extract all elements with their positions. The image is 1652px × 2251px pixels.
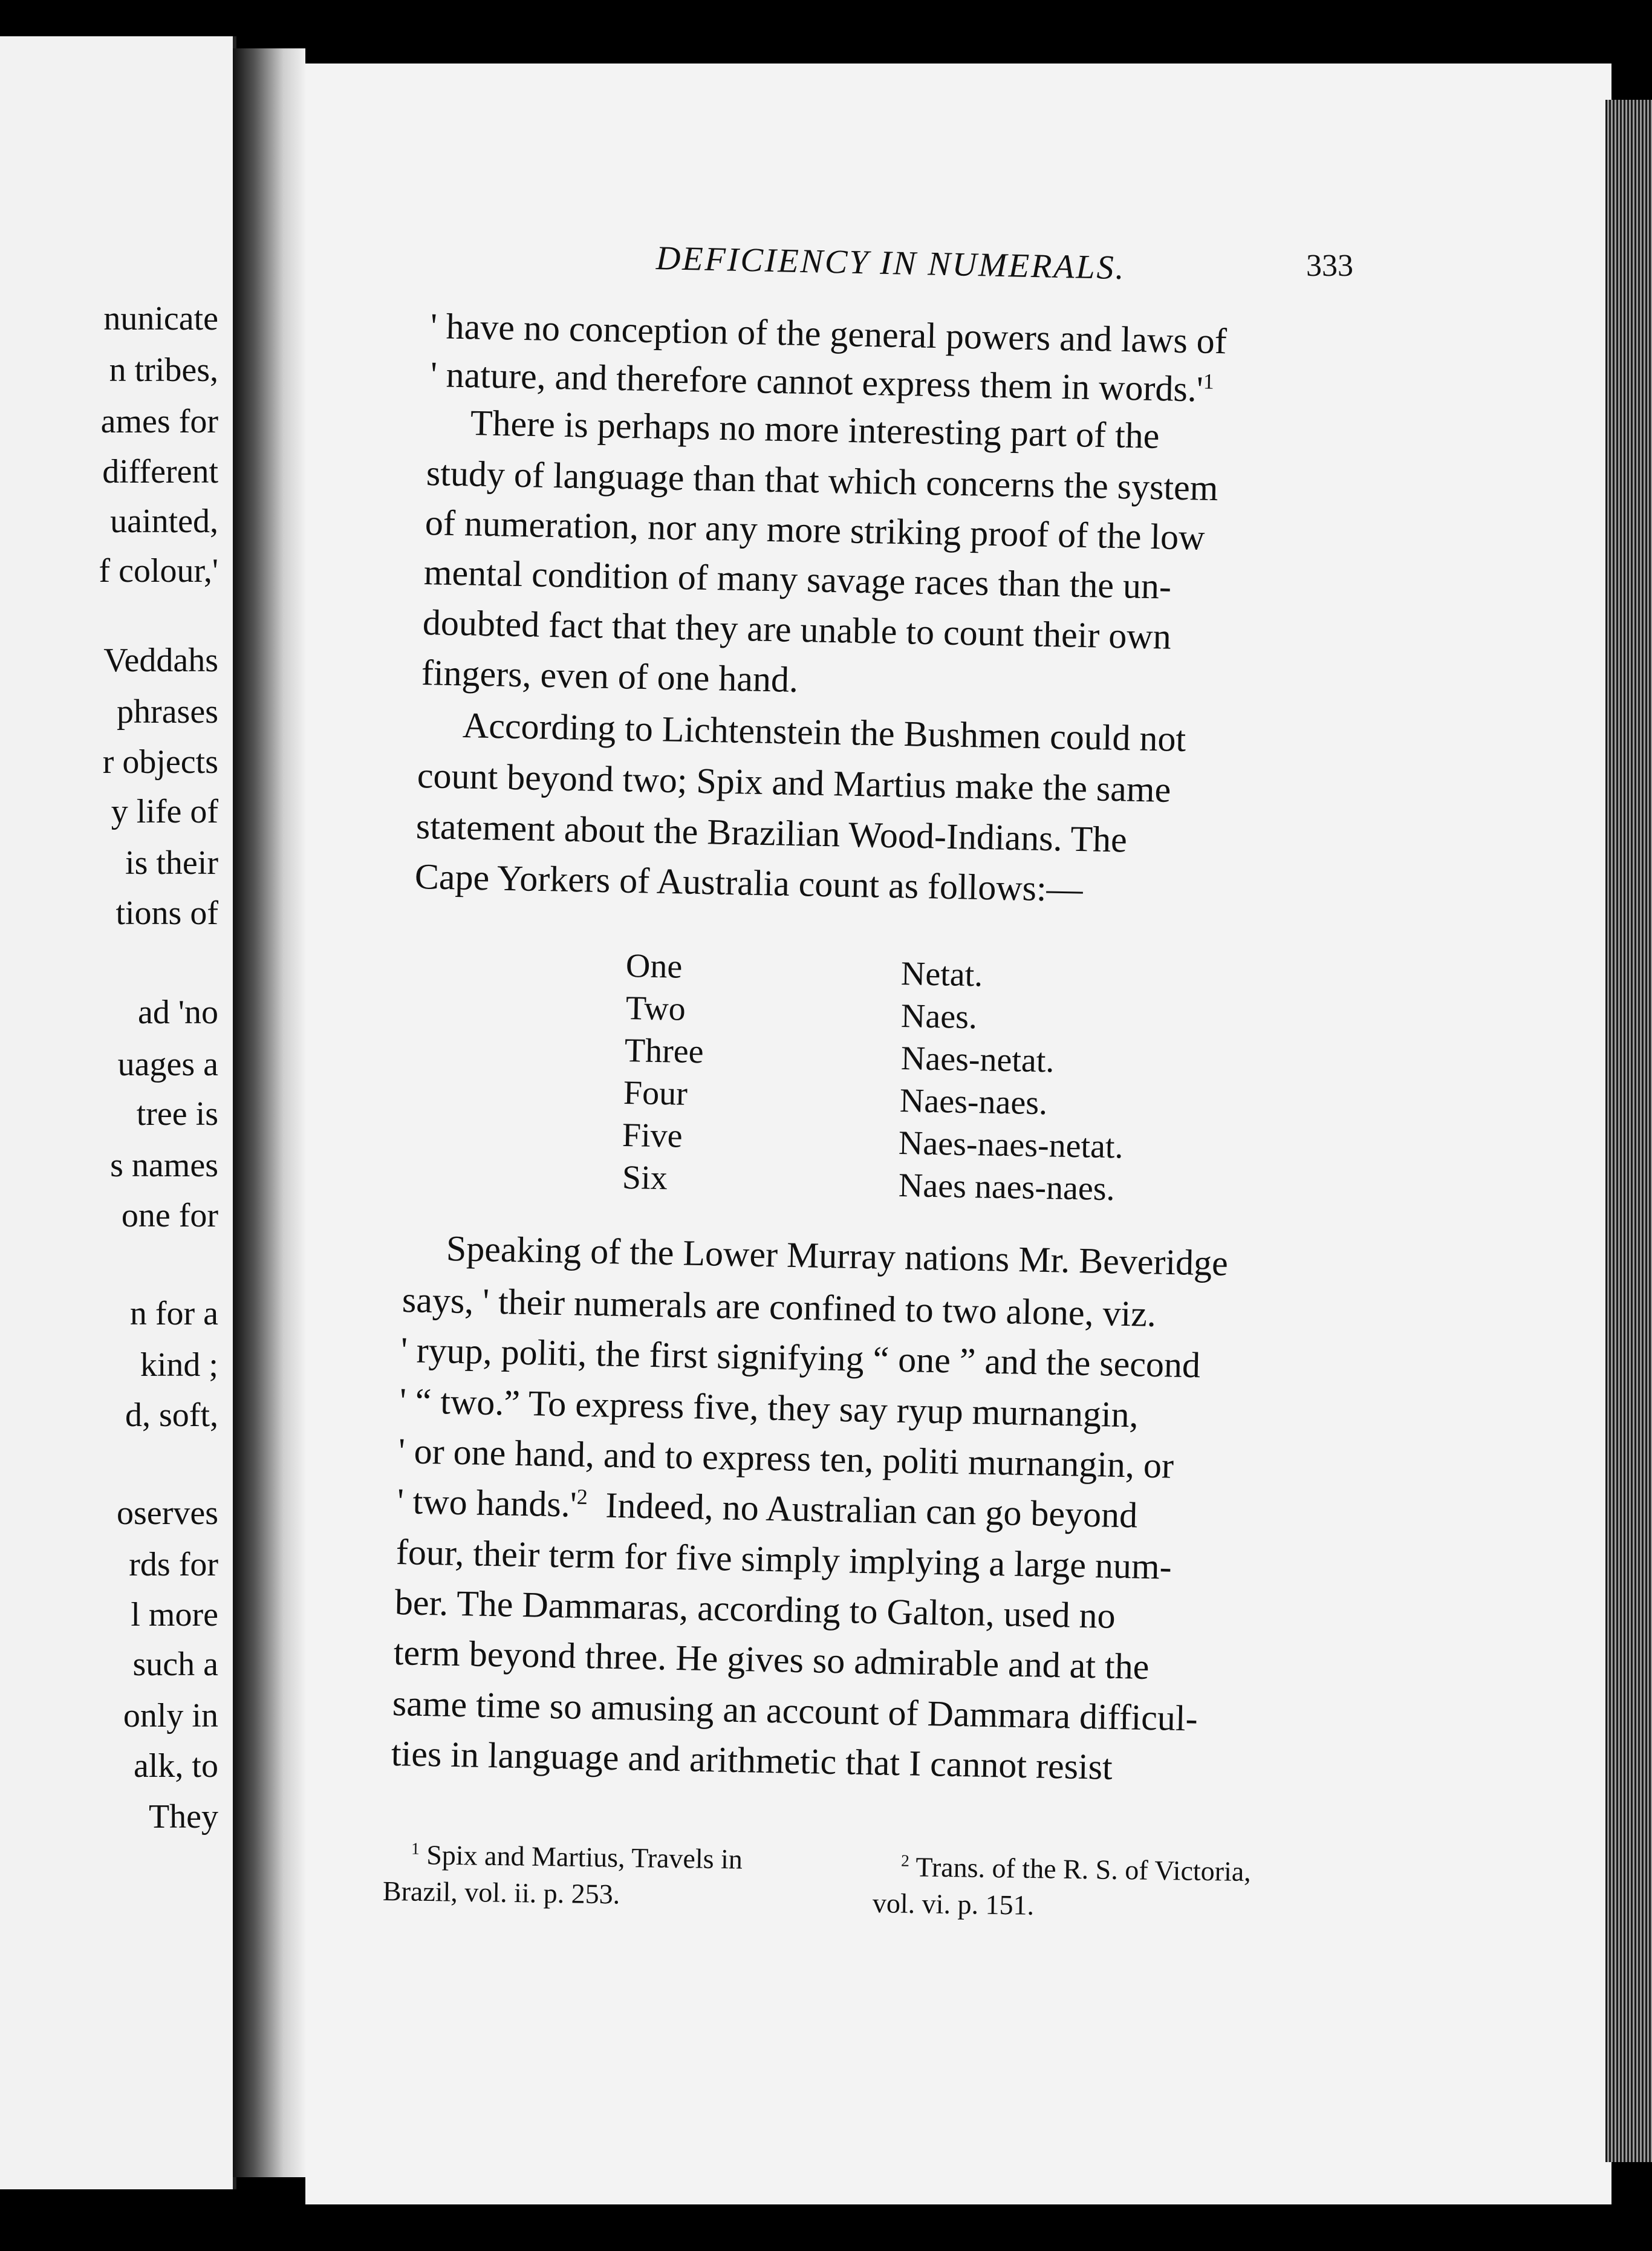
- footnote-mark: 1: [411, 1839, 420, 1858]
- page-edges: [1605, 100, 1652, 2162]
- left-page-line: is their: [125, 844, 218, 882]
- numeral-native: Naes-naes.: [899, 1082, 1048, 1122]
- left-page-line: s names: [110, 1147, 218, 1184]
- text-line: four, their term for five simply implying a large num-: [395, 1532, 1172, 1587]
- numeral-english: One: [625, 947, 683, 986]
- text-line: Speaking of the Lower Murray nations Mr. Beveridge: [446, 1228, 1229, 1283]
- numeral-native: Naes.: [900, 997, 978, 1037]
- left-page-line: n tribes,: [109, 351, 218, 389]
- text-line: ' have no conception of the general powers and laws of: [430, 306, 1228, 362]
- text-line: same time so amusing an account of Dammara difficul-: [392, 1683, 1198, 1739]
- page-number: 333: [1306, 249, 1353, 283]
- numeral-english: Three: [624, 1032, 704, 1071]
- text-line: Cape Yorkers of Australia count as follows:—: [414, 856, 1084, 910]
- left-page-line: tions of: [115, 894, 218, 932]
- left-page-line: uages a: [117, 1046, 218, 1083]
- text-line: ' or one hand, and to express ten, politi murnangin, or: [398, 1431, 1174, 1486]
- left-page-line: rds for: [129, 1546, 218, 1583]
- left-page-line: r objects: [102, 743, 218, 781]
- text-line: statement about the Brazilian Wood-Indians. The: [415, 806, 1128, 860]
- text-line: ber. The Dammaras, according to Galton, used no: [394, 1582, 1116, 1636]
- text-line: According to Lichtenstein the Bushmen could not: [462, 705, 1186, 759]
- previous-page-fragment: [0, 36, 236, 2189]
- left-page-line: uainted,: [110, 503, 218, 540]
- text-line: says, ' their numerals are confined to two alone, viz.: [402, 1280, 1157, 1334]
- numeral-english: Two: [625, 989, 686, 1028]
- left-page-line: They: [148, 1798, 218, 1836]
- text-line: ' two $hands.'^2$ Indeed, no Australian can go beyond: [397, 1481, 1138, 1536]
- text-line: ' “ two.” To express five, they say ryup murnangin,: [399, 1381, 1139, 1435]
- footnote-ref: 2: [576, 1484, 588, 1510]
- left-page-line: alk, to: [134, 1747, 218, 1785]
- left-page-line: one for: [121, 1197, 218, 1234]
- footnote-mark: 2: [900, 1851, 910, 1870]
- left-page-line: d, soft,: [125, 1396, 218, 1434]
- text-line: fingers, even of one hand.: [421, 653, 799, 700]
- left-page-line: ad 'no: [138, 994, 218, 1031]
- left-page-line: Veddahs: [103, 642, 218, 679]
- text-line: count beyond two; Spix and Martius make the same: [417, 755, 1171, 810]
- text-line: doubted fact that they are unable to count their own: [422, 602, 1172, 657]
- left-page-line: n for a: [129, 1295, 218, 1332]
- left-page-line: l more: [131, 1596, 218, 1634]
- book-gutter: [233, 48, 305, 2177]
- numeral-native: Netat.: [900, 955, 983, 994]
- text-line: mental condition of many savage races than the un-: [423, 552, 1172, 607]
- footnote-2-line: $^2$ Trans. of the R. S. of Victoria,: [900, 1851, 1252, 1888]
- left-page-line: y life of: [111, 793, 218, 830]
- left-page-line: only in: [123, 1697, 218, 1735]
- text-line: term beyond three. He gives so admirable and at the: [393, 1632, 1150, 1687]
- left-page-line: tree is: [136, 1095, 218, 1133]
- left-page-line: nunicate: [103, 300, 218, 337]
- text-line: ties in language and arithmetic that I cannot resist: [391, 1733, 1113, 1787]
- text-line: There is perhaps no more interesting part of the: [470, 403, 1160, 456]
- left-page-line: phrases: [117, 693, 218, 731]
- footnote-ref: 1: [1203, 369, 1215, 394]
- left-page-line: different: [102, 453, 218, 490]
- numeral-english: Four: [623, 1074, 688, 1113]
- left-page-line: kind ;: [140, 1346, 218, 1384]
- text-line: of numeration, nor any more striking proof of the low: [424, 503, 1206, 558]
- running-head: DEFICIENCY IN NUMERALS.: [655, 239, 1127, 287]
- text-line: study of language than that which concerns the system: [426, 453, 1219, 509]
- numeral-native: Naes naes-naes.: [898, 1167, 1116, 1208]
- left-page-line: ames for: [100, 403, 218, 440]
- footnote-1-line: Brazil, vol. ii. p. 253.: [382, 1875, 620, 1910]
- left-page-line: f colour,': [99, 552, 218, 590]
- text-line: ' ryup, politi, the first signifying “ one ” and the second: [400, 1330, 1201, 1386]
- left-page-line: oserves: [117, 1494, 218, 1532]
- left-page-line: such a: [132, 1646, 218, 1683]
- numeral-english: Six: [622, 1159, 668, 1197]
- numeral-native: Naes-netat.: [900, 1040, 1055, 1080]
- footnote-2-line: vol. vi. p. 151.: [872, 1888, 1035, 1921]
- footnote-1-line: $^1$ Spix and Martius, Travels in: [411, 1839, 743, 1875]
- numeral-native: Naes-naes-netat.: [898, 1124, 1124, 1166]
- numeral-english: Five: [622, 1116, 683, 1155]
- text-line: ' nature, and therefore cannot express them in $words.'^1$: [430, 354, 1215, 409]
